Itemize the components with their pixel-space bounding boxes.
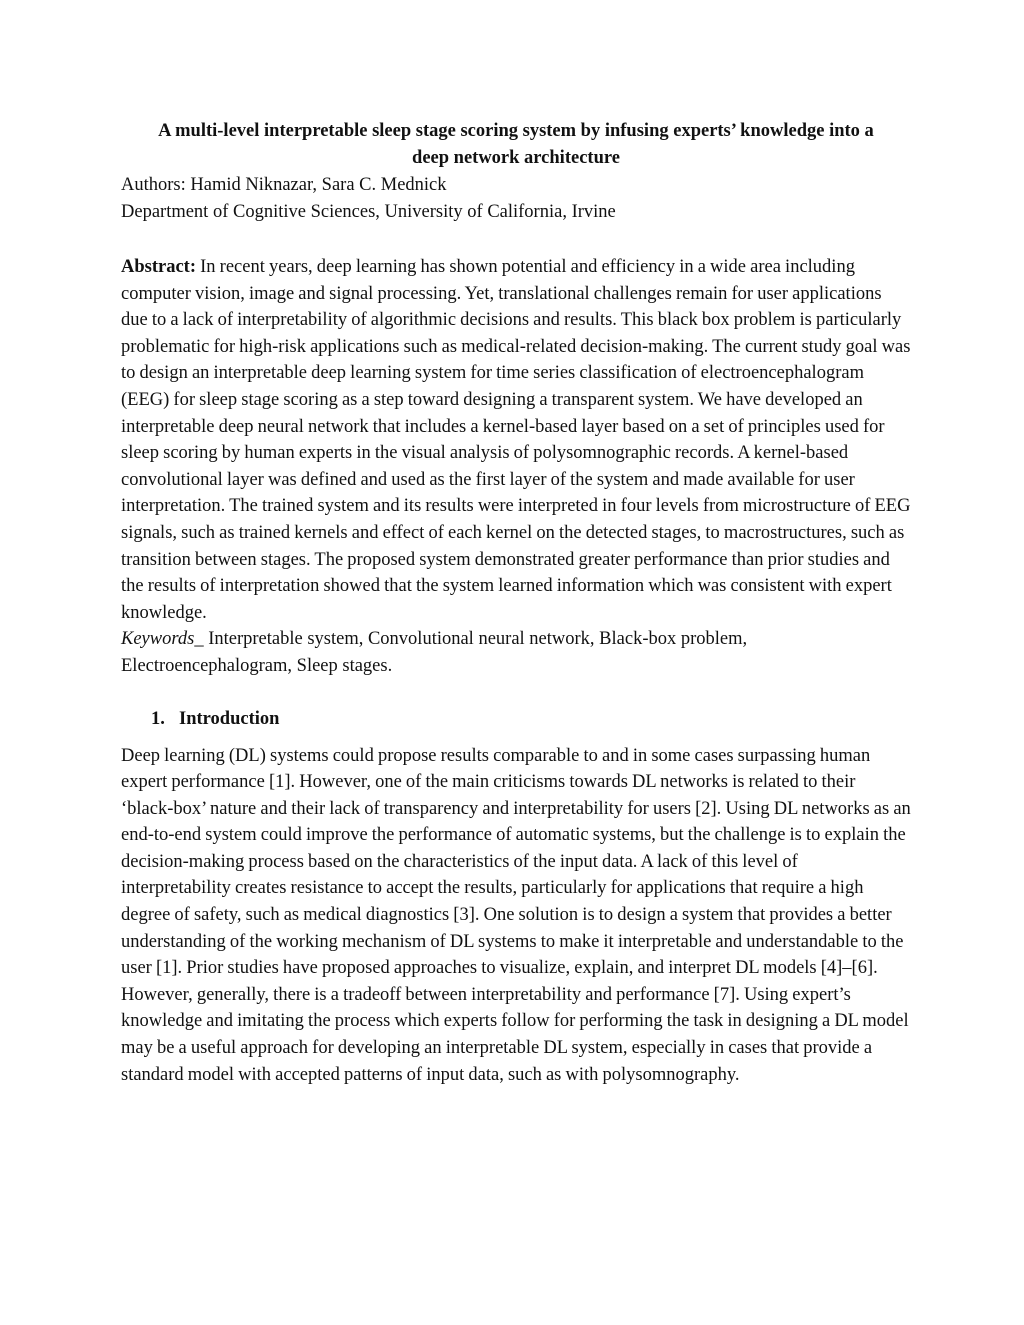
paper-title [121,118,911,172]
section-number: 1. [151,708,165,729]
section-title: Introduction [179,708,280,729]
abstract-label: Abstract: [121,257,197,277]
affiliation-line: Department of Cognitive Sciences, University of California, Irvine [121,202,616,222]
abstract-paragraph [121,254,911,626]
authors-line: Authors: Hamid Niknazar, Sara C. Mednick [121,175,447,195]
paper-page [121,118,911,1088]
keywords-text: Interpretable system, Convolutional neural network, Black-box problem, Electroencephalogram, Sleep stages. [121,629,748,676]
keywords-paragraph [121,626,911,679]
introduction-paragraph: Deep learning (DL) systems could propose results comparable to and in some cases surpassing human expert performance [1]. However, one of the main criticisms towards DL networks is related to their ‘black-box’ nature and their lack of transparency and interpretability for users [2]. Using DL networks as an end-to-end system could improve the performance of automatic systems, but the challenge is to explain the decision-making process based on the characteristics of the input data. A lack of this level of interpretability creates resistance to accept the results, particularly for applications that require a high degree of safety, such as medical diagnostics [3]. One solution is to design a system that provides a better understanding of the working mechanism of DL systems to make it interpretable and understandable to the user [1]. Prior studies have proposed approaches to visualize, explain, and interpret DL models [4]–[6]. However, generally, there is a tradeoff between interpretability and performance [7]. Using expert’s knowledge and imitating the process which experts follow for performing the task in designing a DL model may be a useful approach for developing an interpretable DL system, especially in cases that provide a standard model with accepted patterns of input data, such as with polysomnography. [121,745,911,1085]
section-heading-introduction [151,706,911,733]
paper-title-line-2: deep network architecture [412,148,620,168]
keywords-label: Keywords_ [121,629,204,650]
abstract-text: In recent years, deep learning has shown potential and efficiency in a wide area including computer vision, image and signal processing. Yet, translational challenges remain for user applications due to a lack of interpretability of algorithmic decisions and results. This black box problem is particularly problematic for high-risk applications such as medical-related decision-making. The current study goal was to design an interpretable deep learning system for time series classification of electroencephalogram (EEG) for sleep stage scoring as a step toward designing a transparent system. We have developed an interpretable deep neural network that includes a kernel-based layer based on a set of principles used for sleep scoring by human experts in the visual analysis of polysomnographic records. A kernel-based convolutional layer was defined and used as the first layer of the system and made available for user interpretation. The trained system and its results were interpreted in four levels from microstructure of EEG signals, such as trained kernels and effect of each kernel on the detected stages, to macrostructures, such as transition between stages. The proposed system demonstrated greater performance than prior studies and the results of interpretation showed that the system learned information which was consistent with expert knowledge. [121,257,911,623]
paper-title-line-1: A multi-level interpretable sleep stage scoring system by infusing experts’ knowledge into a [158,121,874,141]
